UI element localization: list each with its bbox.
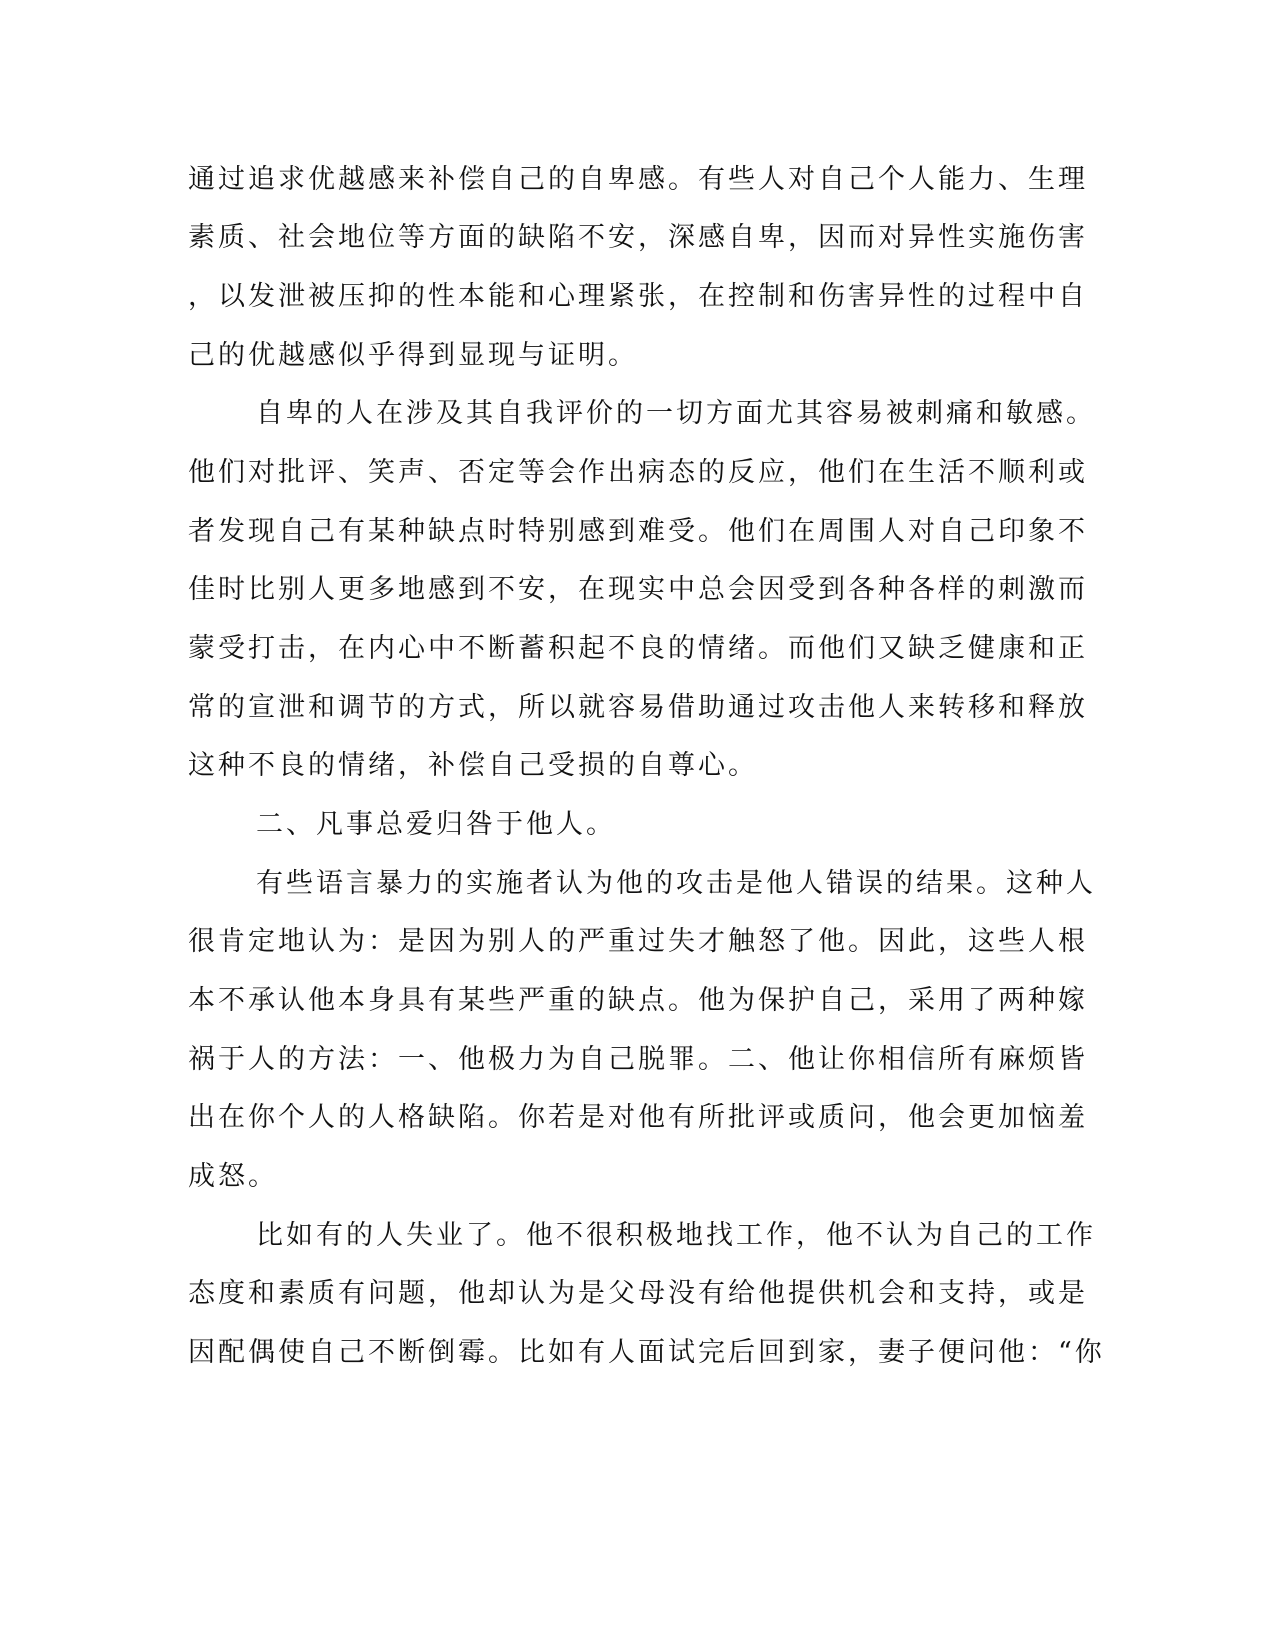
- text-line: 很肯定地认为：是因为别人的严重过失才触怒了他。因此，这些人根: [188, 926, 1088, 957]
- paragraph-first-line: 有些语言暴力的实施者认为他的攻击是他人错误的结果。这种人: [256, 868, 1096, 899]
- text-line: 己的优越感似乎得到显现与证明。: [188, 340, 638, 371]
- text-line: 出在你个人的人格缺陷。你若是对他有所批评或质问，他会更加恼羞: [188, 1102, 1088, 1133]
- text-line: 者发现自己有某种缺点时特别感到难受。他们在周围人对自己印象不: [188, 516, 1088, 547]
- text-line: 因配偶使自己不断倒霉。比如有人面试完后回到家，妻子便问他：“你: [188, 1337, 1105, 1368]
- section-heading: 二、凡事总爱归咎于他人。: [256, 809, 616, 840]
- text-line: 这种不良的情绪，补偿自己受损的自尊心。: [188, 750, 758, 781]
- text-line: 祸于人的方法：一、他极力为自己脱罪。二、他让你相信所有麻烦皆: [188, 1044, 1088, 1075]
- text-line: 本不承认他本身具有某些严重的缺点。他为保护自己，采用了两种嫁: [188, 985, 1088, 1016]
- paragraph-first-line: 比如有的人失业了。他不很积极地找工作，他不认为自己的工作: [256, 1220, 1096, 1251]
- text-line: 态度和素质有问题，他却认为是父母没有给他提供机会和支持，或是: [188, 1278, 1088, 1309]
- text-line: 通过追求优越感来补偿自己的自卑感。有些人对自己个人能力、生理: [188, 164, 1088, 195]
- text-line: 素质、社会地位等方面的缺陷不安，深感自卑，因而对异性实施伤害: [188, 222, 1088, 253]
- text-line: 蒙受打击，在内心中不断蓄积起不良的情绪。而他们又缺乏健康和正: [188, 633, 1088, 664]
- text-line: 佳时比别人更多地感到不安，在现实中总会因受到各种各样的刺激而: [188, 574, 1088, 605]
- text-line: 常的宣泄和调节的方式，所以就容易借助通过攻击他人来转移和释放: [188, 692, 1088, 723]
- text-line: 成怒。: [188, 1161, 278, 1192]
- text-line: ，以发泄被压抑的性本能和心理紧张，在控制和伤害异性的过程中自: [188, 281, 1088, 312]
- paragraph-first-line: 自卑的人在涉及其自我评价的一切方面尤其容易被刺痛和敏感。: [256, 398, 1096, 429]
- text-line: 他们对批评、笑声、否定等会作出病态的反应，他们在生活不顺利或: [188, 457, 1088, 488]
